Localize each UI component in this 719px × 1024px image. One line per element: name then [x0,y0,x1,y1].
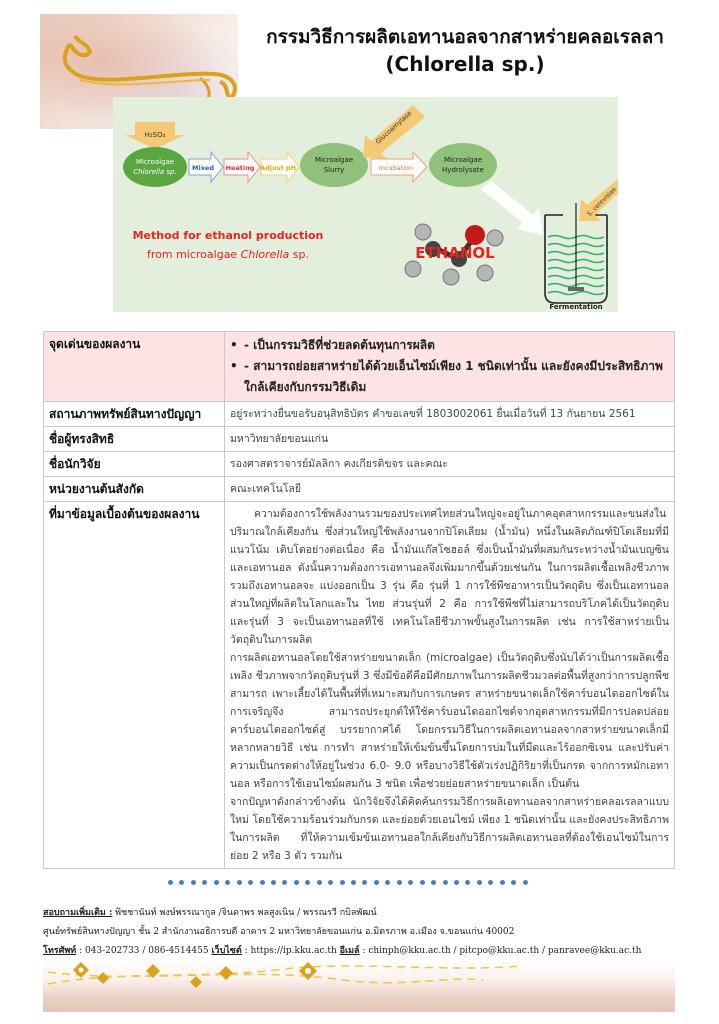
highlight-item [230,356,669,377]
row-label-highlights: จุดเด่นของผลงาน [44,332,225,402]
phone-label: โทรศัพท์ [43,946,77,956]
divider-dot [225,880,230,885]
caption-line2: from microalgae Chlorella sp. [146,248,310,261]
divider-dot [248,880,253,885]
node2-label-line1: Microalgae [314,156,354,164]
acid-label: H₂SO₄ [144,131,166,139]
node3-label-line1: Microalgae [443,156,483,164]
table-row-ip-status [44,402,675,427]
node-microalgae-slurry [300,143,368,187]
page-title-thai: กรรมวิธีการผลิตเอทานอลจากสาหร่ายคลอเรลลา [266,26,664,48]
row-value-affiliation: คณะเทคโนโลยี [225,477,675,502]
table-row-affiliation [44,477,675,502]
step-adjust-label: Adjust pH [260,164,296,172]
divider-dot [202,880,207,885]
divider-dot [351,880,356,885]
fermentation-label: Fermentation [549,303,603,311]
divider-dot [397,880,402,885]
enzyme-diagonal-arrow [363,105,425,159]
divider-dot [191,880,196,885]
step-heating-label: Heating [225,164,255,172]
email-label: อีเมล์ [339,946,360,956]
inquiry-label: สอบถามเพิ่มเติม : [43,908,113,918]
caption-line1: Method for ethanol production [132,229,324,242]
acid-down-arrow [125,122,185,149]
divider-dot [523,880,528,885]
bullet-icon: • [230,338,238,352]
enzyme-label: Glucoamylase [373,109,414,146]
divider-dot [317,880,322,885]
bullet-icon: • [230,359,238,373]
divider-dot [477,880,482,885]
row-label-researcher: ชื่อนักวิจัย [44,452,225,477]
divider-dot [374,880,379,885]
divider-dot [294,880,299,885]
divider-dot [168,880,173,885]
divider-dot [408,880,413,885]
gold-flower-garland-icon [43,962,675,1012]
decorative-footer-banner [43,962,675,1012]
divider-dot [271,880,276,885]
divider-dot [443,880,448,885]
table-row-background [44,502,675,869]
row-label-ip-status: สถานภาพทรัพย์สินทางปัญญา [44,402,225,427]
row-label-affiliation: หน่วยงานต้นสังกัด [44,477,225,502]
step-arrow-heating [224,152,260,182]
contact-info [43,904,683,961]
divider-dot [420,880,425,885]
divider-dot [214,880,219,885]
row-label-owner: ชื่อผู้ทรงสิทธิ [44,427,225,452]
divider-dot [488,880,493,885]
step-mixed-label: Mixed [192,164,214,172]
divider-dot [340,880,345,885]
table-row-highlights [44,332,675,402]
ethanol-molecule-icon [405,224,503,285]
row-value-ip-status: อยู่ระหว่างยื่นขอรับอนุสิทธิบัตร คำขอเลขที่ 1803002061 ยื่นเมื่อวันที่ 13 กันยายน 2561 [225,402,675,427]
contact-channels [43,942,683,961]
title-block [230,24,700,78]
divider-dot [237,880,242,885]
dotted-divider [168,880,528,890]
divider-dot [282,880,287,885]
divider-dot [385,880,390,885]
step-arrow-mixed [189,152,223,182]
contact-inquiry [43,904,683,923]
node-microalgae-hydrolysate [429,143,497,187]
divider-dot [454,880,459,885]
node1-label-line2: Chlorella sp. [133,168,177,176]
step-incubation-label: Incubation [378,164,414,172]
table-row-owner [44,427,675,452]
divider-dot [465,880,470,885]
row-value-background [225,502,675,869]
row-value-owner: มหาวิทยาลัยขอนแก่น [225,427,675,452]
ethanol-label: ETHANOL [415,244,495,262]
divider-dot [328,880,333,885]
divider-dot [260,880,265,885]
website-label: เว็บไซต์ [211,946,242,956]
email-links[interactable]: : chinph@kku.ac.th / pitcpo@kku.ac.th / panravee@kku.ac.th [359,946,642,956]
page-title-english: (Chlorella sp.) [385,52,545,76]
divider-dot [500,880,505,885]
yeast-label: S. cerevisiae [586,186,618,218]
divider-dot [511,880,516,885]
background-paragraph: การผลิตเอทานอลโดยใช้สาหร่ายขนาดเล็ก (microalgae) เป็นวัตถุดิบซึ่งนับได้ว่าเป็นการผลิตเชื้อเพลิง ชีวภาพจากวัตถุดิบรุ่นที่ 3 ซึ่งมีข้อดีคือมีศักยภาพในการผลิตชีวมวลต่อพื้นที่สูงกว่าการปลูกพืช สามารถ เพาะเลี้ยงได้ในพื้นที่ที่เหมาะสมกับการเกษตร สาหร่ายขนาดเล็กใช้คาร์บอนไดออกไซด์ในการเจริญจึง สามารถประยุกต์ให้ใช้คาร์บอนไดออกไซด์จากอุตสาหกรรมที่มีการปลดปล่อยคาร์บอนไดออกไซด์สู่ บรรยากาศได้ โดยกรรมวิธีในการผลิตเอทานอลจากสาหร่ายขนาดเล็กมีหลากหลายวิธี เช่น การทำ สาหร่ายให้เข้มข้นขึ้นโดยการบ่มในที่มืดและไร้ออกซิเจน และปรับค่าความเป็นกรดด่างให้อยู่ในช่วง 6.0- 9.0 หรือบางวิธีใช้ตัวเร่งปฏิกิริยาที่เป็นกรด จากการหมักเอทานอล หรือการใช้เอนไซม์ผสมกัน 3 ชนิด เพื่อช่วยย่อยสาหร่ายขนาดเล็ก เป็นต้น [230,652,669,790]
background-paragraph: ความต้องการใช้พลังงานรวมของประเทศไทยส่วนใหญ่จะอยู่ในภาคอุตสาหกรรมและขนส่งใน ปริมาณใกล้เคียงกัน ซึ่งส่วนใหญ่ใช้พลังงานจากปิโตเลียม (น้ำมัน) หนึ่งในผลิตภัณฑ์ปิโตเลียมที่มีแนวโน้ม เติบโตอย่างต่อเนื่อง คือ น้ำมันแก๊สโซฮอล์ ซึ่งเป็นน้ำมันที่ผสมกันระหว่างน้ำมันเบญซินและเอทานอล ดังนั้นความต้องการเอทานอลจึงเพิ่มมากขึ้นด้วยเช่นกัน ในการผลิตเชื้อเพลิงชีวภาพรวมถึงเอทานอลจะ แบ่งออกเป็น 3 รุ่น คือ รุ่นที่ 1 การใช้พืชอาหารเป็นวัตถุดิบ ซึ่งเป็นเอทานอลส่วนใหญ่ที่ผลิตในโลกและใน ไทย ส่วนรุ่นที่ 2 คือ การใช้พืชที่ไม่สามารถบริโภคได้เป็นวัตถุดิบ และรุ่นที่ 3 จะเป็นเอทานอลที่ใช้ เทคโนโลยีชีวภาพขั้นสูงในการผลิต เช่น การใช้สาหร่ายเป็นวัตถุดิบในการผลิต [230,508,669,646]
divider-dot [431,880,436,885]
highlight-text: - เป็นกรรมวิธีที่ช่วยลดต้นทุนการผลิต [244,338,435,352]
phone-value: : 043-202733 / 086-4514455 [76,946,212,956]
highlight-continuation: ใกล้เคียงกับกรรมวิธีเดิม [244,380,367,394]
website-link[interactable]: : https://ip.kku.ac.th [241,946,340,956]
table-row-researcher [44,452,675,477]
background-paragraph: จากปัญหาดังกล่าวข้างต้น นักวิจัยจึงได้คิดค้นกรรมวิธีการผลิเอทานอลจากสาหร่ายคลอเรลลาแบบใหม่ โดยใช้ความร้อนร่วมกับกรด และย่อยด้วยเอนไซม์ เพียง 1 ชนิดเท่านั้น และยังคงประสิทธิภาพในการผลิต ที่ให้ความเข้มข้นเอทานอลใกล้เคียงกับวิธีการผลิตเอทานอลที่ต้องใช้เอนไซม์ในการย่อย 2 หรือ 3 ตัว รวมกัน [230,796,669,862]
node1-label-line1: Microalgae [135,158,175,166]
node3-label-line2: Hydrolysate [442,166,484,174]
arrow-to-fermenter [481,181,543,235]
invention-info-table [43,331,675,869]
divider-dot [179,880,184,885]
divider-dot [305,880,310,885]
node2-label-line2: Slurry [323,166,345,174]
row-value-researcher: รองศาสตราจารย์มัลลิกา คงเกียรติขจร และคณะ [225,452,675,477]
ethanol-process-diagram [113,97,618,312]
node-microalgae-chlorella [123,147,187,187]
inquiry-names: พิชชานันท์ พงษ์พรรณากูล /จินดาพร พลสูงเนิน / พรรณรวี กบิลพัฒน์ [112,908,377,918]
contact-address: ศูนย์ทรัพย์สินทางปัญญา ชั้น 2 สำนักงานอธิการบดี อาคาร 2 มหาวิทยาลัยขอนแก่น อ.มิตรภาพ อ.เมือง จ.ขอนแก่น 40002 [43,927,515,937]
highlight-text: - สามารถย่อยสาหร่ายได้ด้วยเอ็นไซม์เพียง 1 ชนิดเท่านั้น และยังคงมีประสิทธิภาพ [244,359,663,373]
step-arrow-adjust-ph [260,152,299,182]
row-label-background: ที่มาข้อมูลเบื้องต้นของผลงาน [44,502,225,869]
divider-dot [362,880,367,885]
highlight-item [230,335,669,356]
row-value-highlights [225,332,675,402]
